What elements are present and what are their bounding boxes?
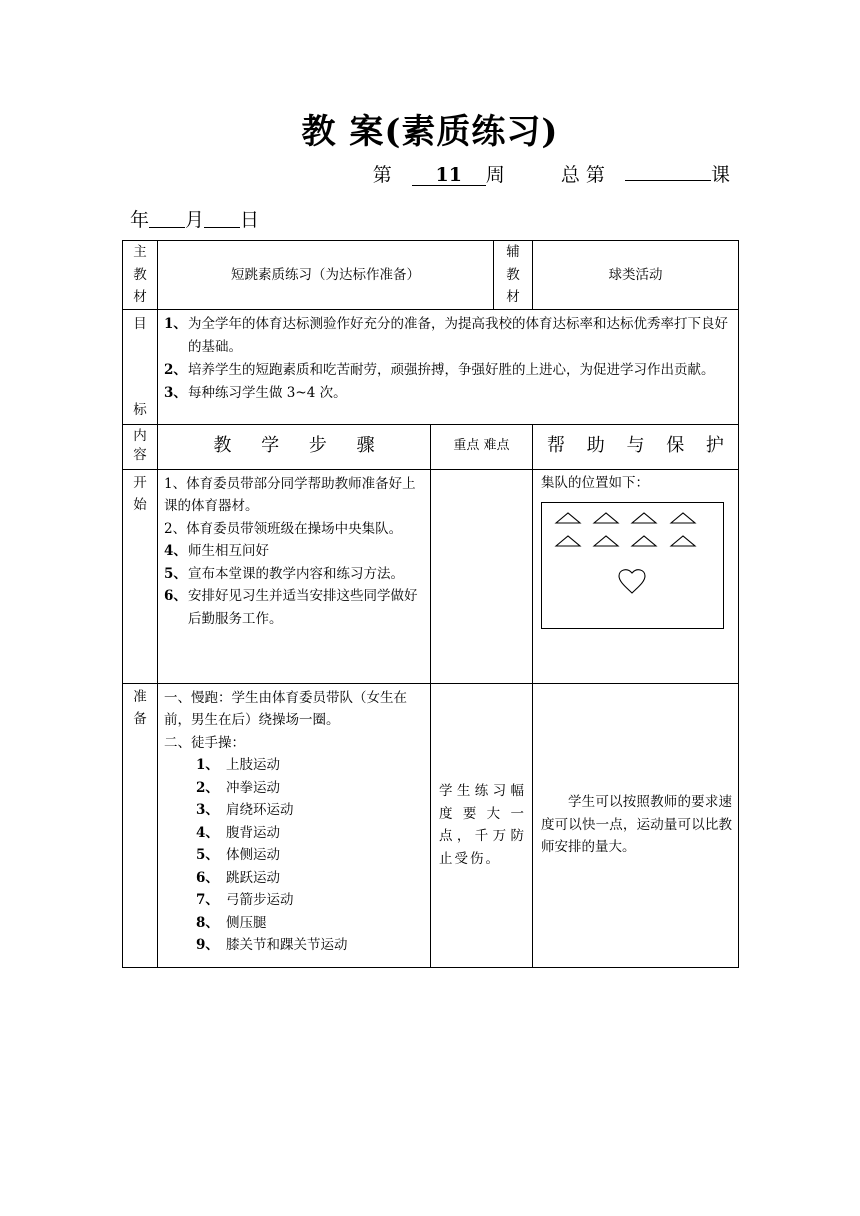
triangle-icon	[632, 513, 656, 523]
triangle-icon	[671, 513, 695, 523]
objective-item	[164, 313, 732, 359]
exercise-text: 弓箭步运动	[226, 892, 294, 908]
label-char: 主	[133, 244, 147, 260]
exercise-item	[196, 867, 430, 890]
key-points-header: 重点 难点	[431, 424, 533, 469]
exercise-num: 3、	[196, 802, 219, 818]
day-blank	[204, 209, 240, 228]
page-title: 教 案(素质练习)	[301, 112, 559, 152]
step-num: 4、	[164, 543, 187, 559]
exercise-item	[196, 912, 430, 935]
step-text: 1、体育委员带部分同学帮助教师准备好上课的体育器材。	[164, 475, 416, 514]
step-item	[164, 540, 424, 563]
exercise-list	[158, 754, 430, 957]
triangle-icon	[632, 536, 656, 546]
objective-text: 为全学年的体育达标测验作好充分的准备，为提高我校的体育达标率和达标优秀率打下良好的基础。	[188, 315, 728, 355]
help-header: 帮 助 与 保 护	[533, 424, 739, 469]
label-char: 备	[133, 711, 147, 727]
prep-help-text: 学生可以按照教师的要求速度可以快一点，运动量可以比教师安排的量大。	[541, 794, 732, 856]
exercise-num: 6、	[196, 869, 219, 886]
label-char: 材	[133, 289, 147, 305]
start-key-points	[431, 469, 533, 683]
exercise-text: 上肢运动	[226, 757, 280, 773]
start-steps-cell	[158, 469, 431, 683]
exercise-text: 跳跃运动	[226, 869, 280, 886]
objective-num: 3、	[164, 384, 187, 401]
prep-drill-title: 二、徒手操：	[164, 734, 245, 751]
year-label: 年	[130, 209, 150, 231]
total-lesson-number	[625, 180, 711, 181]
date-line	[130, 205, 259, 232]
content-label	[123, 424, 158, 469]
exercise-item	[196, 822, 430, 845]
exercise-item	[196, 754, 430, 777]
exercise-item	[196, 777, 430, 800]
label-char: 容	[133, 446, 147, 463]
prep-key-points	[431, 683, 533, 967]
label-char: 材	[506, 289, 520, 305]
objective-text: 培养学生的短跑素质和吃苦耐劳，顽强拚搏，争强好胜的上进心，为促进学习作出贡献。	[188, 361, 715, 378]
materials-row	[123, 241, 739, 310]
exercise-item	[196, 889, 430, 912]
exercise-text: 体侧运动	[226, 847, 280, 863]
label-char: 内	[133, 427, 147, 444]
formation-cell	[533, 469, 739, 683]
step-num: 6、	[164, 588, 187, 604]
week-suffix: 周	[485, 164, 505, 186]
step-item	[164, 518, 424, 541]
label-char: 教	[133, 266, 147, 283]
step-item	[164, 563, 424, 586]
prep-key-text: 学生练习幅度要大一点，千万防止受伤。	[439, 783, 526, 867]
main-material: 短跳素质练习（为达标作准备）	[158, 241, 494, 310]
label-char: 准	[133, 688, 147, 705]
formation-frame	[542, 503, 724, 629]
aux-material: 球类活动	[533, 241, 739, 310]
objective-label	[123, 309, 158, 424]
start-label	[123, 469, 158, 683]
exercise-text: 膝关节和踝关节运动	[226, 937, 348, 953]
exercise-num: 5、	[196, 847, 219, 863]
triangle-icon	[594, 536, 618, 546]
step-text: 宣布本堂课的教学内容和练习方法。	[188, 565, 404, 582]
total-suffix: 课	[710, 164, 730, 186]
start-row	[123, 469, 739, 683]
step-num: 5、	[164, 565, 187, 582]
steps-header: 教 学 步 骤	[158, 424, 431, 469]
exercise-text: 侧压腿	[226, 914, 267, 931]
objectives-row	[123, 309, 739, 424]
step-item	[164, 585, 424, 630]
week-line	[373, 160, 730, 187]
exercise-text: 肩绕环运动	[226, 802, 294, 818]
label-char: 目	[133, 315, 147, 332]
week-prefix: 第	[372, 164, 392, 186]
aux-material-label	[494, 241, 533, 310]
objective-num: 2、	[164, 361, 187, 378]
step-item	[164, 473, 424, 518]
day-label: 日	[240, 209, 260, 231]
objective-text: 每种练习学生做 3~4 次。	[188, 384, 347, 401]
step-text: 师生相互问好	[188, 543, 269, 559]
prep-jog: 一、慢跑：学生由体育委员带队（女生在前，男生在后）绕操场一圈。	[164, 689, 407, 728]
label-char: 标	[133, 402, 147, 418]
triangle-icon	[556, 513, 580, 523]
exercise-text: 冲拳运动	[226, 779, 280, 796]
prep-help	[533, 683, 739, 967]
prep-row	[123, 683, 739, 967]
main-material-label	[123, 241, 158, 310]
objective-item	[164, 359, 732, 382]
triangle-icon	[671, 536, 695, 546]
total-prefix: 总 第	[560, 164, 605, 186]
exercise-item	[196, 934, 430, 957]
label-char: 开	[133, 474, 147, 491]
formation-caption: 集队的位置如下：	[541, 474, 649, 491]
exercise-num: 4、	[196, 824, 219, 841]
exercise-num: 8、	[196, 914, 219, 931]
lesson-plan-table	[122, 240, 739, 968]
prep-label	[123, 683, 158, 967]
label-char: 辅	[506, 244, 520, 260]
prep-steps-cell	[158, 683, 431, 967]
label-char: 始	[133, 497, 147, 513]
triangle-icon	[594, 513, 618, 523]
week-number: 11	[412, 165, 486, 186]
month-label: 月	[185, 209, 205, 231]
exercise-text: 腹背运动	[226, 824, 280, 841]
heart-icon	[619, 570, 645, 593]
label-char: 教	[506, 266, 520, 283]
exercise-num: 2、	[196, 779, 219, 796]
objective-item	[164, 382, 732, 405]
step-text: 2、体育委员带领班级在操场中央集队。	[164, 520, 403, 537]
exercise-item	[196, 844, 430, 867]
objective-num: 1、	[164, 315, 187, 332]
exercise-num: 7、	[196, 892, 219, 908]
formation-diagram	[541, 502, 727, 630]
exercise-num: 1、	[196, 757, 219, 773]
objectives-cell	[158, 309, 739, 424]
exercise-num: 9、	[196, 937, 219, 953]
content-header-row	[123, 424, 739, 469]
exercise-item	[196, 799, 430, 822]
month-blank	[149, 209, 185, 228]
triangle-icon	[556, 536, 580, 546]
step-text: 安排好见习生并适当安排这些同学做好后勤服务工作。	[188, 588, 418, 627]
